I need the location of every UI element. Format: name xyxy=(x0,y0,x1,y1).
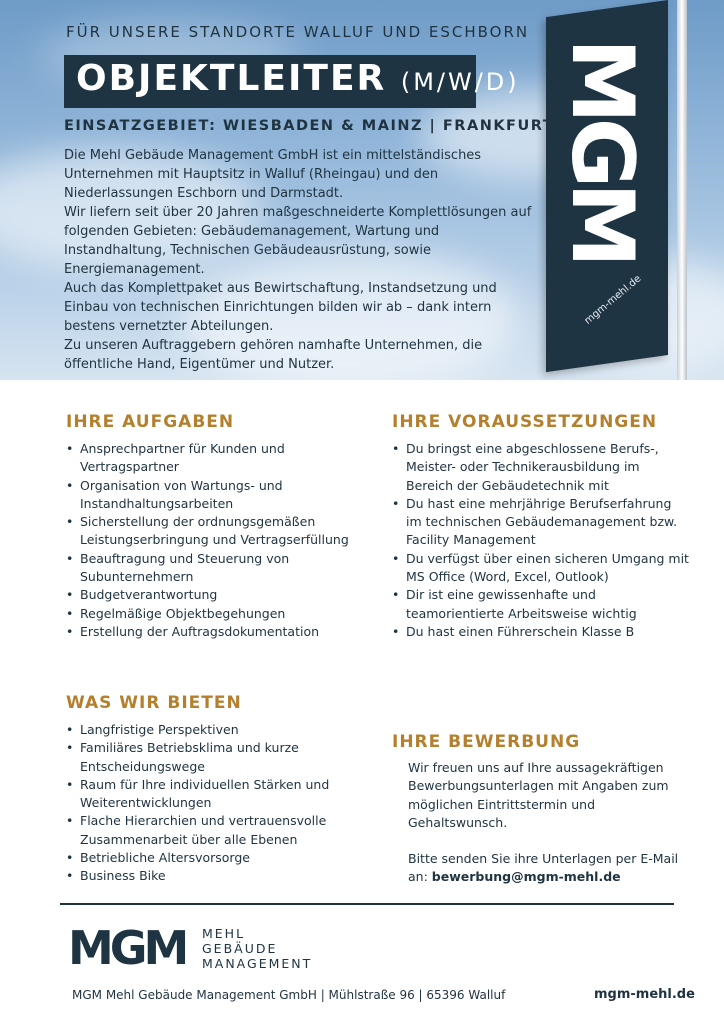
flag-logo: MGM xyxy=(552,38,652,262)
list-item: • Langfristige Perspektiven xyxy=(64,721,364,739)
intro-paragraph: Zu unseren Auftraggebern gehören namhafte Unternehmen, die öffentliche Hand, Eigentümer und Nutzer. xyxy=(64,338,483,372)
list-item: • Business Bike xyxy=(64,867,364,885)
location-kicker: FÜR UNSERE STANDORTE WALLUF UND ESCHBORN xyxy=(66,23,530,41)
intro-paragraph: Auch das Komplettpaket aus Bewirtschaftung, Instandsetzung und Einbau von technischen Einrichtungen bilden wir ab – dank intern bestens vernetzter Abteilungen. xyxy=(64,281,497,334)
list-item: • Budgetverantwortung xyxy=(64,586,364,604)
list-item: • Regelmäßige Objektbegehungen xyxy=(64,605,364,623)
list-item: • Familiäres Betriebsklima und kurze Entscheidungswege xyxy=(64,739,364,776)
company-logo-words xyxy=(202,926,312,971)
list-item: • Du hast eine mehrjährige Berufserfahrung im technischen Gebäudemanagement bzw. Facility Management xyxy=(390,495,690,550)
company-intro xyxy=(64,146,534,374)
footer-address: MGM Mehl Gebäude Management GmbH | Mühlstraße 96 | 65396 Walluf xyxy=(72,988,506,1002)
list-item: • Flache Hierarchien und vertrauensvolle Zusammenarbeit über alle Ebenen xyxy=(64,812,364,849)
application-send-label: Bitte senden Sie ihre Unterlagen per E-Mail an: xyxy=(408,851,679,885)
flag-pole xyxy=(677,0,687,380)
list-item: • Du hast einen Führerschein Klasse B xyxy=(390,623,690,641)
logo-word: MEHL xyxy=(202,926,246,941)
application-heading: IHRE BEWERBUNG xyxy=(392,732,581,752)
footer-website-link[interactable]: mgm-mehl.de xyxy=(594,987,695,1002)
tasks-heading: IHRE AUFGABEN xyxy=(66,412,235,432)
list-item: • Erstellung der Auftragsdokumentation xyxy=(64,623,364,641)
list-item: • Dir ist eine gewissenhafte und teamorientierte Arbeitsweise wichtig xyxy=(390,586,690,623)
list-item: • Du bringst eine abgeschlossene Berufs-, Meister- oder Technikerausbildung im Bereich der Gebäudetechnik mit xyxy=(390,440,690,495)
list-item: • Ansprechpartner für Kunden und Vertragspartner xyxy=(64,440,364,477)
work-area: EINSATZGEBIET: WIESBADEN & MAINZ | FRANKFURT xyxy=(64,118,555,134)
job-title-text: OBJEKTLEITER xyxy=(76,58,387,99)
requirements-list xyxy=(390,440,690,641)
footer-divider xyxy=(60,903,674,905)
list-item: • Beauftragung und Steuerung von Subunternehmern xyxy=(64,550,364,587)
list-item: • Sicherstellung der ordnungsgemäßen Leistungserbringung und Vertragserfüllung xyxy=(64,513,364,550)
application-text: Wir freuen uns auf Ihre aussagekräftigen Bewerbungsunterlagen mit Angaben zum möglichen Eintrittstermin und Gehaltswunsch. xyxy=(408,760,669,830)
application-email-link[interactable]: bewerbung@mgm-mehl.de xyxy=(431,869,621,885)
flag-url: mgm-mehl.de xyxy=(582,273,644,327)
company-logo-mark: MGM xyxy=(68,921,186,975)
intro-paragraph: Die Mehl Gebäude Management GmbH ist ein mittelständisches Unternehmen mit Hauptsitz in Walluf (Rheingau) und den Niederlassungen Eschborn und Darmstadt. xyxy=(64,148,482,201)
job-title xyxy=(76,58,520,99)
list-item: • Raum für Ihre individuellen Stärken und Weiterentwicklungen xyxy=(64,776,364,813)
list-item: • Organisation von Wartungs- und Instandhaltungsarbeiten xyxy=(64,477,364,514)
intro-paragraph: Wir liefern seit über 20 Jahren maßgeschneiderte Komplettlösungen auf folgenden Gebieten: Gebäudemanagement, Wartung und Instandhaltung, Technischen Gebäudeausrüstung, sowie Energiemanagement. xyxy=(64,205,532,277)
requirements-heading: IHRE VORAUSSETZUNGEN xyxy=(392,412,658,432)
list-item: • Du verfügst über einen sicheren Umgang mit MS Office (Word, Excel, Outlook) xyxy=(390,550,690,587)
application-send-text xyxy=(408,850,693,887)
job-title-suffix: (M/W/D) xyxy=(400,68,520,96)
logo-word: MANAGEMENT xyxy=(202,956,313,971)
offer-list xyxy=(64,721,364,886)
tasks-list xyxy=(64,440,364,641)
logo-word: GEBÄUDE xyxy=(202,941,278,956)
offer-heading: WAS WIR BIETEN xyxy=(66,693,242,713)
list-item: • Betriebliche Altersvorsorge xyxy=(64,849,364,867)
